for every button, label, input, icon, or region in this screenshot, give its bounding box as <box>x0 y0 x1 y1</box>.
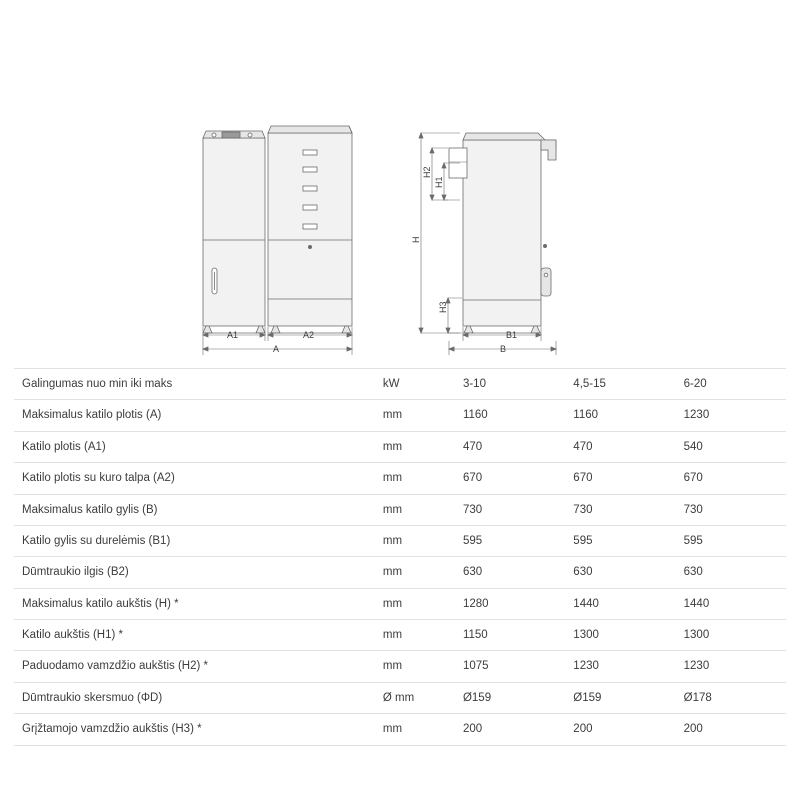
row-label: Katilo plotis (A1) <box>22 440 106 453</box>
row-label: Katilo gylis su durelėmis (B1) <box>22 534 171 547</box>
table-row <box>14 557 786 588</box>
row-value-1: 595 <box>462 534 483 547</box>
row-unit: mm <box>382 472 403 485</box>
row-value-3: 1300 <box>683 629 710 641</box>
row-label: Katilo plotis su kuro talpa (A2) <box>22 472 175 485</box>
row-unit: mm <box>382 440 403 453</box>
side-view <box>419 133 556 355</box>
row-value-1: 470 <box>462 440 483 453</box>
row-value-2: 470 <box>573 440 593 453</box>
row-value-1: 670 <box>462 472 483 485</box>
row-value-1: 3-10 <box>462 378 486 390</box>
row-value-2: Ø159 <box>573 691 602 704</box>
row-label: Maksimalus katilo plotis (A) <box>22 409 162 422</box>
row-label: Katilo aukštis (H1) * <box>22 629 123 641</box>
table-row <box>14 400 786 431</box>
row-value-2: 1300 <box>573 629 599 641</box>
row-label: Maksimalus katilo aukštis (H) * <box>22 597 179 610</box>
row-label: Dūmtraukio skersmuo (ΦD) <box>22 691 163 704</box>
table-body <box>14 369 786 746</box>
row-value-1: Ø159 <box>462 691 492 704</box>
row-unit: mm <box>382 503 403 516</box>
row-value-3: 1440 <box>683 597 710 610</box>
row-label: Maksimalus katilo gylis (B) <box>22 503 158 516</box>
row-unit: mm <box>382 723 403 736</box>
row-unit: kW <box>382 378 400 390</box>
table-row <box>14 525 786 556</box>
row-label: Paduodamo vamzdžio aukštis (H2) * <box>22 660 208 673</box>
row-unit: mm <box>382 534 403 547</box>
row-value-2: 4,5-15 <box>573 378 606 390</box>
row-unit: mm <box>382 660 403 673</box>
table-row <box>14 651 786 682</box>
row-value-3: 670 <box>683 472 703 485</box>
dim-label-b: B <box>500 344 507 354</box>
table-row <box>14 620 786 651</box>
row-value-3: 730 <box>683 503 703 516</box>
dim-label-a2: A2 <box>303 330 315 340</box>
row-value-3: 1230 <box>683 660 710 673</box>
row-value-3: 200 <box>683 723 703 736</box>
row-value-3: 595 <box>683 534 703 547</box>
specifications-table <box>14 368 786 746</box>
row-unit: Ø mm <box>382 691 415 704</box>
row-value-2: 1160 <box>573 409 599 422</box>
dim-label-h: H <box>411 236 421 243</box>
table-row <box>14 463 786 494</box>
row-value-2: 595 <box>573 534 593 547</box>
row-value-2: 670 <box>573 472 593 485</box>
row-value-1: 630 <box>462 566 483 579</box>
row-value-1: 1150 <box>462 629 488 641</box>
row-value-1: 1075 <box>462 660 489 673</box>
table-row <box>14 588 786 619</box>
row-unit: mm <box>382 566 403 579</box>
dim-label-h2: H2 <box>422 166 432 178</box>
row-unit: mm <box>382 629 403 641</box>
row-label: Galingumas nuo min iki maks <box>22 378 173 390</box>
dim-label-h3: H3 <box>438 301 448 313</box>
row-value-1: 1160 <box>462 409 488 422</box>
row-value-2: 630 <box>573 566 593 579</box>
table-row <box>14 369 786 400</box>
table-row <box>14 682 786 713</box>
row-value-1: 200 <box>462 723 483 736</box>
row-value-2: 200 <box>573 723 593 736</box>
row-value-3: 540 <box>683 440 703 453</box>
row-value-1: 1280 <box>462 597 489 610</box>
row-value-2: 1230 <box>573 660 599 673</box>
technical-drawing <box>0 0 800 365</box>
row-value-3: Ø178 <box>683 691 712 704</box>
row-value-1: 730 <box>462 503 483 516</box>
dim-label-a1: A1 <box>227 330 239 340</box>
row-label: Dūmtraukio ilgis (B2) <box>22 566 129 579</box>
front-view <box>203 126 352 355</box>
dim-label-h1: H1 <box>434 176 444 188</box>
row-value-3: 1230 <box>683 409 710 422</box>
drawing-svg <box>0 0 800 365</box>
row-unit: mm <box>382 409 403 422</box>
row-value-2: 730 <box>573 503 593 516</box>
table-row <box>14 714 786 745</box>
dim-label-a: A <box>273 344 280 354</box>
dim-label-b1: B1 <box>506 330 518 340</box>
row-value-3: 6-20 <box>683 378 707 390</box>
row-value-3: 630 <box>683 566 703 579</box>
table-row <box>14 494 786 525</box>
table-row <box>14 431 786 462</box>
row-value-2: 1440 <box>573 597 599 610</box>
row-label: Grįžtamojo vamzdžio aukštis (H3) * <box>22 723 202 736</box>
row-unit: mm <box>382 597 403 610</box>
